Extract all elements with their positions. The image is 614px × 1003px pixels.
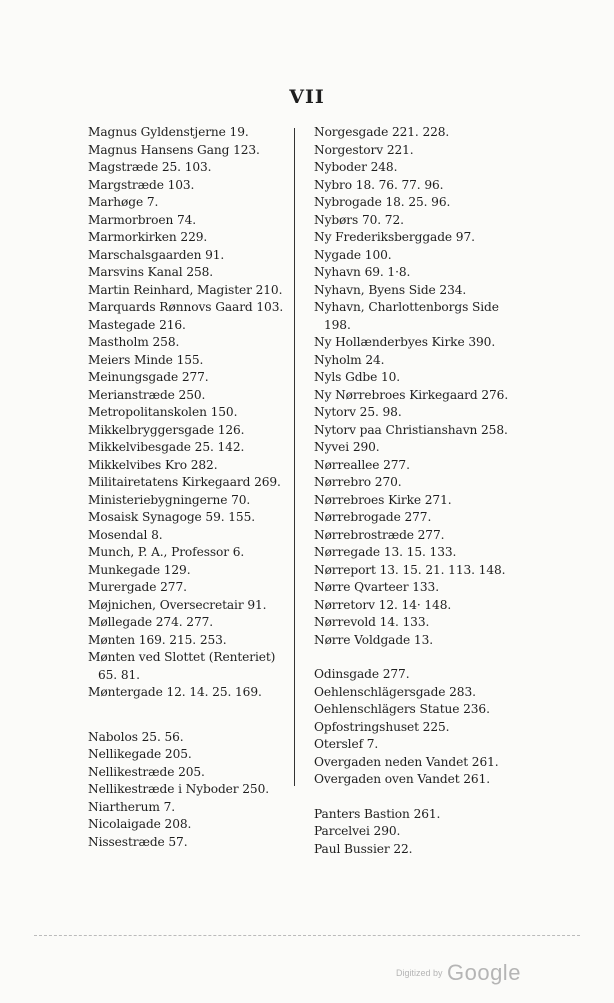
index-entry: Ny Frederiksberggade 97. bbox=[314, 230, 475, 244]
index-entry: Nørrebroes Kirke 271. bbox=[314, 492, 452, 507]
index-entry: Overgaden oven Vandet 261. bbox=[314, 772, 490, 786]
index-entry: Norgesgade 221. 228. bbox=[314, 125, 450, 139]
section-gap bbox=[314, 649, 524, 666]
section-gap bbox=[88, 702, 284, 729]
index-entry: Nissestræde 57. bbox=[88, 834, 188, 849]
index-entry: Margstræde 103. bbox=[88, 177, 195, 192]
index-entry: Magnus Hansens Gang 123. bbox=[88, 142, 260, 157]
index-entry: Nybørs 70. 72. bbox=[314, 212, 404, 227]
index-entry: Nyhavn, Byens Side 234. bbox=[314, 282, 467, 297]
index-entry: Ny Nørrebroes Kirkegaard 276. bbox=[314, 387, 509, 402]
left-column bbox=[88, 124, 284, 851]
index-entry: Nytorv 25. 98. bbox=[314, 405, 402, 419]
index-entry: Nørrebrogade 277. bbox=[314, 510, 432, 524]
index-entry: Nyboder 248. bbox=[314, 160, 398, 174]
index-entry: Nabolos 25. 56. bbox=[88, 729, 184, 744]
index-entry: Ministeriebygningerne 70. bbox=[88, 492, 251, 507]
index-entry-continuation: 65. 81. bbox=[98, 667, 140, 682]
index-entry: Militairetatens Kirkegaard 269. bbox=[88, 475, 281, 489]
index-entry: Møntergade 12. 14. 25. 169. bbox=[88, 685, 262, 699]
index-entry: Mastegade 216. bbox=[88, 317, 186, 332]
index-entry: Meinungsgade 277. bbox=[88, 370, 209, 384]
index-entry: Metropolitanskolen 150. bbox=[88, 405, 238, 419]
index-entry: Odinsgade 277. bbox=[314, 667, 410, 681]
index-entry: Nytorv paa Christianshavn 258. bbox=[314, 422, 508, 437]
page-number: VII bbox=[289, 86, 325, 108]
index-entry: Munkegade 129. bbox=[88, 562, 191, 577]
index-entry: Mønten ved Slottet (Renteriet) bbox=[88, 650, 276, 664]
index-entry: Nørretorv 12. 14· 148. bbox=[314, 597, 452, 612]
index-entry: Opfostringshuset 225. bbox=[314, 719, 450, 734]
index-entry: Oterslef 7. bbox=[314, 737, 379, 751]
index-entry: Panters Bastion 261. bbox=[314, 806, 441, 821]
index-entry: Mosaisk Synagoge 59. 155. bbox=[88, 510, 256, 524]
index-entry: Oehlenschlägersgade 283. bbox=[314, 684, 476, 699]
index-entry: Nellikestræde i Nyboder 250. bbox=[88, 782, 270, 796]
index-entry: Nicolaigade 208. bbox=[88, 817, 192, 831]
index-entry: Nyhavn 69. 1·8. bbox=[314, 265, 411, 279]
watermark-brand: Google bbox=[446, 960, 521, 985]
index-entry: Nyhavn, Charlottenborgs Side bbox=[314, 300, 499, 314]
index-entry: Nørreallee 277. bbox=[314, 457, 410, 472]
index-entry: Parcelvei 290. bbox=[314, 824, 401, 838]
index-entry: Nygade 100. bbox=[314, 247, 392, 262]
index-entry: Mosendal 8. bbox=[88, 527, 163, 542]
index-entry: Nyls Gdbe 10. bbox=[314, 370, 401, 384]
digitized-watermark bbox=[396, 960, 521, 986]
watermark-prefix: Digitized by bbox=[396, 968, 443, 978]
index-entry: Paul Bussier 22. bbox=[314, 841, 413, 856]
index-entry: Martin Reinhard, Magister 210. bbox=[88, 282, 283, 297]
index-entry: Nørre Voldgade 13. bbox=[314, 632, 433, 647]
index-entry: Magnus Gyldenstjerne 19. bbox=[88, 125, 249, 139]
index-entry: Marquards Rønnovs Gaard 103. bbox=[88, 300, 284, 314]
index-entry: Marmorkirken 229. bbox=[88, 230, 208, 244]
index-entry: Møllegade 274. 277. bbox=[88, 615, 214, 629]
index-entry: Merianstræde 250. bbox=[88, 387, 206, 402]
index-entry: Marsvins Kanal 258. bbox=[88, 265, 214, 279]
index-entry: Marmorbroen 74. bbox=[88, 212, 197, 227]
index-entry: Overgaden neden Vandet 261. bbox=[314, 754, 499, 769]
index-entry: Nørrevold 14. 133. bbox=[314, 615, 430, 629]
index-entry: Marschalsgaarden 91. bbox=[88, 247, 225, 262]
bottom-rule bbox=[34, 935, 580, 936]
index-entry: Munch, P. A., Professor 6. bbox=[88, 545, 245, 559]
index-entry: Møjnichen, Oversecretair 91. bbox=[88, 597, 267, 612]
index-entry: Murergade 277. bbox=[88, 580, 187, 594]
section-gap bbox=[314, 789, 524, 806]
index-entry: Mikkelvibes Kro 282. bbox=[88, 457, 218, 472]
index-entry: Nellikestræde 205. bbox=[88, 764, 205, 779]
index-entry: Mikkelbryggersgade 126. bbox=[88, 422, 245, 437]
index-entry: Mastholm 258. bbox=[88, 335, 180, 349]
index-entry: Nybro 18. 76. 77. 96. bbox=[314, 177, 444, 192]
index-entry: Nørrebro 270. bbox=[314, 475, 402, 489]
index-entry: Nørre Qvarteer 133. bbox=[314, 580, 439, 594]
index-entry: Norgestorv 221. bbox=[314, 142, 414, 157]
index-entry: Meiers Minde 155. bbox=[88, 352, 204, 367]
index-entry: Ny Hollænderbyes Kirke 390. bbox=[314, 335, 496, 349]
index-entry: Nellikegade 205. bbox=[88, 747, 192, 761]
index-entry: Nørrebrostræde 277. bbox=[314, 527, 445, 542]
index-entry: Nørreport 13. 15. 21. 113. 148. bbox=[314, 562, 506, 577]
index-entry: Niartherum 7. bbox=[88, 799, 176, 814]
index-entry: Nybrogade 18. 25. 96. bbox=[314, 195, 451, 209]
index-entry: Marhøge 7. bbox=[88, 195, 159, 209]
index-entry: Nyholm 24. bbox=[314, 352, 385, 367]
index-entry-continuation: 198. bbox=[324, 317, 351, 332]
column-divider bbox=[294, 128, 295, 786]
index-entry: Magstræde 25. 103. bbox=[88, 160, 212, 174]
index-entry: Nørregade 13. 15. 133. bbox=[314, 545, 457, 559]
index-entry: Mikkelvibesgade 25. 142. bbox=[88, 440, 245, 454]
right-column bbox=[314, 124, 524, 858]
index-entry: Oehlenschlägers Statue 236. bbox=[314, 702, 490, 716]
index-entry: Mønten 169. 215. 253. bbox=[88, 632, 227, 647]
index-entry: Nyvei 290. bbox=[314, 440, 380, 454]
